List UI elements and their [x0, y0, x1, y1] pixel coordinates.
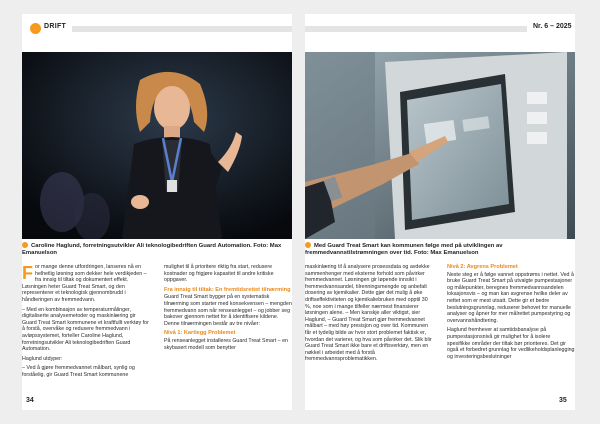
paragraph: Neste steg er å følge vannet oppstrøms i nettet. Ved å bruke Guard Treat Smart på utvalgte pumpestasjoner og målepunkter, beregnes fremmedvannsandelen lokasjonsvis – og man kan avgrense hvilke deler av nettet som er mest utsatt. Dette gir et bedre beslutningsgrunnlag, reduserer behovet for manuelle analyser og åpner for mer målrettet pumpestyring og overvannshåndtering.	[447, 271, 574, 324]
issue-label: Nr. 6 – 2025	[533, 23, 572, 30]
left-column-1	[22, 264, 150, 382]
speaker-photo	[22, 52, 292, 239]
section-marker-icon	[30, 23, 41, 34]
paragraph: På renseanlegget installeres Guard Treat Smart – en skybasert modell som benytter	[164, 337, 288, 351]
paragraph: or mange denne utfordringen, lanseres nå en helhetlig løsning som dekker hele verdikjeden – fra innsig til tiltak og dokumentert effekt. Løsningen heter Guard Treat Smart, og den representerer et teknologisk gjennombrudd i håndteringen av fremmedvann.	[22, 264, 147, 303]
photo-caption	[22, 242, 292, 257]
caption-text: Caroline Haglund, forretningsutvikler Ali teknologibedriften Guard Automation. Foto: Max Emanuelson	[22, 243, 282, 257]
drop-cap: F	[22, 263, 33, 283]
right-column-1	[305, 264, 433, 366]
paragraph: mulighet til å prioritere riktig fra start, redusere kostnader og frigjøre kapasitet til andre kritiske oppgaver.	[164, 264, 274, 284]
paragraph: maskinlæring til å analysere prosessdata og avdekke sammenhenger med eksterne forhold som påvirker fremmedvannet. Løsningen gir løpende innsikt i fremmedvannsandel, tilrenningsmengde og anbefalt dosering av kjemikalier. Dette gjør det mulig å øke driftseffektiviteten og kjemikaliebruken med opptil 30 %, noe som i mange tilfeller nærmest finansierer løsningen alene. – Men kanskje aller viktigst, sier Haglund, – Guard Treat Smart gjør fremmedvannet målbart – med høy presisjon og over tid. Kommunen får et tydelig bilde av hvor stort problemet faktisk er, hvordan det varierer, og hva som påvirker det. Slik blir Guard Treat Smart ikke bare et driftsverktøy, men en nøkkel i arbeidet med å forstå fremmedvannsproblematikken.	[305, 264, 432, 363]
paragraph: – Ved å gjøre fremmedvannet målbart, synlig og forståelig, gir Guard Treat Smart kommunene	[22, 365, 135, 378]
photo-caption	[305, 242, 575, 257]
section-label: DRIFT	[44, 23, 67, 30]
touchscreen-photo	[305, 52, 575, 239]
right-column-2	[447, 264, 575, 363]
paragraph: – Med en kombinasjon av temperaturmålinger, digitaliserte analysemetoder og maskinlæring gir Guard Treat Smart kommunene et kraftfullt verktøy for å forstå, overvåke og redusere fremmedvann i avløpssystemet, forteller Caroline Haglund, forretningsutvikler Ali teknologibedriften Guard Automation.	[22, 306, 149, 353]
header-rule	[72, 26, 292, 32]
subheading: Nivå 2: Avgrens Problemet	[447, 264, 518, 270]
paragraph: Guard Treat Smart bygger på en systematisk tilnærming som starter med konsekvensen – mengden fremmedvann som når renseanlegget – og jobber seg bakover gjennom nettet for å identifisere kildene. Denne tilnærmingen består av tre nivåer:	[164, 294, 292, 327]
page-number: 35	[559, 397, 567, 404]
right-page	[305, 14, 575, 410]
caption-bullet-icon	[305, 242, 311, 248]
touchscreen-photo-image	[305, 52, 575, 239]
header-rule	[305, 26, 527, 32]
paragraph: Haglund fremhever at samtidsbanalyse på pumpestasjonsnivå gir mulighet for å isolere spesifikke områder der tiltak bør prioriteres. Det gir også et forbedret grunnlag for vedlikeholdsplanlegging og investeringsbeslutninger	[447, 327, 575, 360]
subheading: Nivå 1: Kartlegg Problemet	[164, 330, 236, 337]
left-page	[22, 14, 292, 410]
subheading: Fra innsig til tiltak: En fremtidsrettet tilnærming	[164, 286, 291, 293]
paragraph: Haglund utdyper:	[22, 355, 63, 362]
left-column-2	[164, 264, 292, 354]
page-number: 34	[26, 397, 34, 404]
speaker-photo-image	[22, 52, 292, 239]
caption-text: Med Guard Treat Smart kan kommunen følge med på utviklingen av fremmedvannstilstrømningen over tid. Foto: Max Emanuelson	[305, 243, 503, 257]
caption-bullet-icon	[22, 242, 28, 248]
